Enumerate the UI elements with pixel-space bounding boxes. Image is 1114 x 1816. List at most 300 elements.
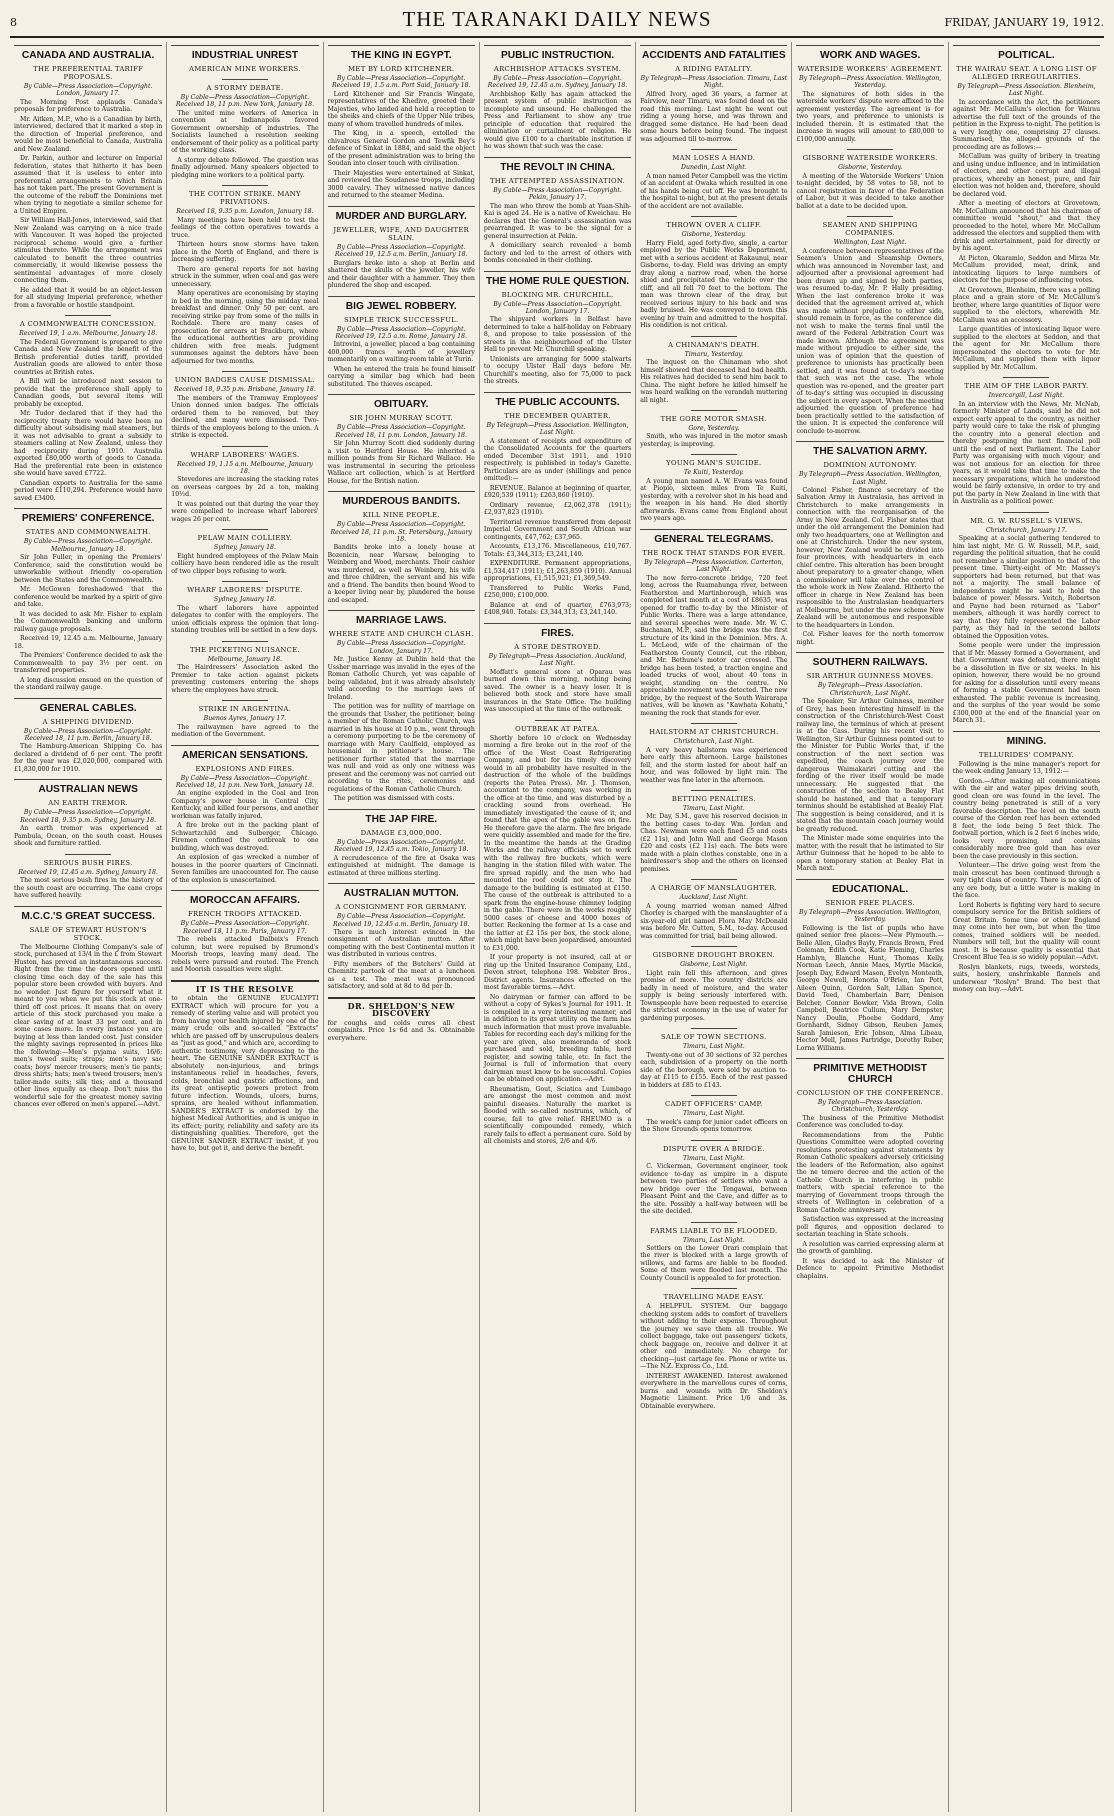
paragraph: After a meeting of electors at Grovetown, Mr. McCallum announced that his chairman of committee would "shout," and that they proceeded to the hotel, where Mr. McCallum addressed the electors and supplied them with drink and entertainment, paid for directly or by his agent. — [952, 200, 1101, 253]
dateline: Wellington, Last Night. — [833, 239, 907, 247]
article — [14, 315, 162, 502]
article-subheading: SEAMEN AND SHIPPING COMPANIES. — [822, 221, 918, 238]
article-subheading: SIMPLE TRICK SUCCESSFUL. — [343, 315, 459, 324]
paragraph: Lord Kitchener and Sir Francis Wingate, representatives of the Khedive, greeted their Majesties, who landed and held a reception to the sheiks and chiefs of the Upper Nile tribes, many of whom travelled hundreds of miles. — [327, 90, 475, 128]
dateline: Timaru, Last Night. — [682, 1154, 745, 1162]
article — [171, 185, 318, 365]
article-subheading: AN EARTH TREMOR. — [48, 799, 129, 808]
article — [328, 206, 475, 290]
paragraph: Burglars broke into a shop at Berlin and shattered the skulls of the jeweller, his wife and their daughter with a hammer. They then plundered the shop and escaped. — [327, 259, 475, 290]
paragraph: Following is the list of pupils who have gained senior free places:—New Plymouth.—Belle Allen, Gladys Bayly, Francis Brown, Fred Coleman, Edith Cook, Katie Fleming, Charles Hamblyn, Blanche Hunt, Thomas Kelly, Norman Leech, Annie Maes, Myrtle Mackie, Joseph Day, Edward Mason, Evelyn Monteath, George Newell, Honoria O'Brien, Ian Pott, Aileen Quinn, Gordon Salt, Lilian Spence, David Teed, Chamberlain Barr, Denison Belcher, Connor Bowker, Vida Brown, Colin Campbell, Beatrice Cullum, Mary Dempster, Nancy Doulin, Phoebe Goddard, Amy Gornhardt, Sidney Gibson, Reuben James, Sarah Jamieson, Eric Jobson, Alma Libeau, Hector Mell, James Partridge, Dorothy Ruber, Lorna Williams. — [796, 924, 944, 1052]
paragraph: The petition was dismissed with costs. — [333, 795, 455, 803]
paragraph: Sir William Hall-Jones, interviewed, said that New Zealand was carrying on a nice trade with Vancouver. It was hoped the projected reciprocal scheme would give a further stimulus thereto. While the arrangement was calculated to benefit the three countries commercially, it would likewise possess the sentimental advantages of more closely connecting them. — [14, 217, 163, 285]
paragraph: The King, in a speech, extolled the chivalrous General Gordon and Tewfik Bey's defence of Sinkat in 1884, and said the object of the present administration was to bring the Soudan into closer touch with civilisation. — [327, 130, 475, 168]
article-subheading: AMERICAN MINE WORKERS. — [189, 65, 301, 73]
article — [640, 454, 787, 522]
article-subheading: BETTING PENALTIES. — [671, 795, 756, 804]
paragraph: The Hairdressers' Association asked the Premier to take action against pickets preventing customers entering the shops where the employees have struck. — [171, 664, 319, 694]
divider-rule — [847, 149, 893, 150]
article-heading: BIG JEWEL ROBBERY. — [328, 296, 475, 312]
paragraph: The rebels attacked Dalbeix's French column, but were repulsed by Brumond's Moorish troops, leaving many dead. The rebels were pursued and routed. The French and Moorish casualties were slight. — [171, 936, 319, 974]
divider-rule — [691, 336, 737, 337]
paragraph: In an interview with the News, Mr. McNab, formerly Minister of Lands, said he did not expect early appeal to the country, as neither party would care to take the risk of plunging the country into a general election and thereby postponing the next financial poll until the end of next Parliament. The Labor Party was organising with much vigour, and was not anxious for an election for three years, as it would take that time to make the necessary preparations, which he understood would be fairly extensive, in order to try and put the party in New Zealand in line with that in Australia as a political power. — [952, 400, 1101, 506]
paragraph: A man named Peter Campbell was the victim of an accident at Owaka which resulted in one of his hands being cut off. He was brought to the hospital to-night, but at the present details of the accident are not available. — [640, 172, 788, 210]
divider-rule — [1003, 512, 1049, 513]
article-subheading: A CHINAMAN'S DEATH. — [668, 340, 760, 349]
paragraph: The Hamburg-American Shipping Co. has declared a dividend of 6 per cent. The profit for the year was £2,020,000, compared with £1,830,000 for 1910. — [14, 743, 163, 773]
paragraph: Ordinary revenue, £2,062,378 (1911); £2,937,823 (1910). — [483, 501, 632, 517]
paragraph: Transferred to Public Works Fund, £250,000; £100,000. — [483, 584, 632, 600]
paragraph: When he entered the train he found himself carrying a similar bag which had been substituted. The thieves escaped. — [327, 365, 475, 388]
paragraph: At Grovetown, Blenheim, there was a polling place and a grain store of Mr. McCallum's brother, where large quantities of liquor were supplied to the electors, wherewith Mr. McCallum was an accessory. — [952, 286, 1101, 324]
dateline: Received 19, 1.15 a.m. Melbourne, January 18. — [176, 460, 313, 476]
article-heading: PREMIERS' CONFERENCE. — [14, 508, 162, 524]
paragraph: A HELPFUL SYSTEM. Our baggage checking system adds to comfort of travellers without adding to their expense. Throughout the journey we save them all trouble. We collect baggage, take out passengers' tickets, check baggage on, receive and deliver it at other end immediately. No charge for checking—just cartage fee. Phone or write us.—The N.Z. Express Co., Ltd. — [640, 1303, 788, 1371]
article-subheading: A COMMONWEALTH CONCESSION. — [19, 320, 157, 329]
divider-rule — [535, 720, 581, 721]
article-subheading: HAILSTORM AT CHRISTCHURCH. — [649, 728, 779, 737]
article — [328, 610, 475, 802]
paragraph: Sir John Fuller, in opening the Premiers' Conference, said the constitution would be unworkable without friendly co-operation between the States and the Commonwealth. — [14, 554, 163, 584]
article-subheading: A STORMY DEBATE. — [206, 84, 284, 92]
article-subheading: SALE OF STEWART HUSTON'S STOCK. — [29, 925, 147, 942]
article — [640, 1288, 787, 1410]
paragraph: Territorial revenue transferred from deposit Imperial Government and South African war contingents, £47,762; £37,965. — [483, 518, 632, 541]
paragraph: Gordon.—After making all communications with the air and water pipes driving south, good clean ore was found in the level. The country being penetrated is still of a very favorable description. The level on the south course of the Gordon reef has been extended 8 feet, the lode being 5 feet thick. The footwall portion, which is 2 feet 6 inches wide, looks very promising, and contains considerably more free gold than has ever been the case previously in this section. — [952, 777, 1101, 860]
paragraph: The wharf laborers have appointed delegates to confer with the employers. The union officials express the opinion that long-standing troubles will be settled in a few days. — [171, 604, 319, 635]
article-heading: EDUCATIONAL. — [796, 879, 943, 895]
article-subheading: THE COTTON STRIKE. MANY PRIVATIONS. — [189, 190, 301, 207]
dateline: By Cable—Press Association—Copyright. Received 18, 11 p.m. New York, January 18. — [175, 774, 315, 789]
article — [640, 410, 787, 448]
paragraph: Mr. Day, S.M., gave his reserved decision in the betting cases to-day. Wm. Jordan and Chas. Newman were each fined £5 and costs (£2 11s), and John Wall and George Mason £20 and costs (£2 11s) each. The bets were made with a plain clothes constable, one in a hairdresser's shop and the others on licensed premises. — [640, 813, 788, 873]
paragraph: REVENUE. Balance at beginning of quarter, £920,539 (1911); £263,860 (1910). — [483, 484, 632, 500]
paragraph: Fifty members of the Butchers' Guild at Chemnitz partook of the meat at a luncheon as a test. The meat was pronounced satisfactory, and sold at 8d to 8d per lb. — [327, 960, 475, 991]
paragraph: A very heavy hailstorm was experienced here early this afternoon. Large hailstones fell, and the storm lasted for about half an hour, and was followed by light rain. The weather was fine later in the afternoon. — [640, 746, 788, 784]
paragraph: The railwaymen have agreed to the mediation of the Government. — [171, 723, 319, 739]
article — [484, 271, 631, 386]
paragraph: A resolution was carried expressing alarm at the growth of gambling. — [796, 1240, 944, 1256]
paragraph: The members of the Tramway Employees' Union donned union badges. The officials ordered them to be removed, but they declined, and many were dismissed. Two-thirds of the employees belong to the union. A strike is expected. — [171, 394, 319, 440]
article-subheading: BLOCKING MR. CHURCHILL. — [501, 290, 614, 299]
article — [640, 1140, 787, 1216]
article-subheading: TRAVELLING MADE EASY. — [663, 1293, 765, 1302]
article-subheading: WHARF LABORERS' DISPUTE. — [187, 586, 303, 595]
paragraph: Mr. Aitken, M.P., who is a Canadian by birth, interviewed, declared that it marked a step in the direction of Imperial preference, and would be most beneficial to Canada, Australia and New Zealand. — [14, 115, 163, 153]
column-5 — [635, 42, 791, 1812]
dateline: By Cable—Press Association—Copyright. Received 19, 12.45 a.m. Sydney, January 18. — [487, 75, 628, 90]
article-heading: THE KING IN EGYPT. — [328, 45, 475, 61]
article-heading: AUSTRALIAN MUTTON. — [328, 883, 475, 899]
dateline: By Telegraph—Press Association. Wellington, Yesterday. — [799, 75, 942, 90]
dateline: By Cable—Press Association—Copyright. Pekin, January 17. — [493, 186, 622, 202]
article-heading: THE HOME RULE QUESTION. — [484, 271, 631, 287]
article — [953, 45, 1100, 371]
article-subheading: OUTBREAK AT PATEA. — [515, 724, 600, 733]
masthead — [10, 6, 1104, 38]
dateline: By Telegraph—Press Association. Christchurch, Last Night. — [817, 682, 923, 697]
dateline: Received 18, 9.35 p.m. Brisbane, January 18. — [174, 386, 316, 394]
article — [171, 45, 318, 73]
paragraph: The Morning Post applauds Canada's proposals for preference to Australia. — [14, 98, 163, 114]
dateline: By Cable—Press Association—Copyright. Received 19, 1.5 a.m. Port Said, January 18. — [331, 75, 471, 90]
column-3 — [323, 42, 479, 1812]
paragraph: A young married woman named Alfred Chorley is charged with the manslaughter of a six-year-old girl named Flora May McDonald was before Mr. Cutten, S.M., to-day. Accused was committed for trial, bail being allowed. — [640, 902, 788, 940]
paragraph: Recommendations from the Public Questions Committee were adopted covering resolutions protesting against statements by Roman Catholic speakers adversely criticising the leaders of the Reformation, also against the ne temere decree and the action of the Catholic Church in interfering in public matters, with special reference to the marrying of Government troops through the streets of Wellington in celebration of a Roman Catholic anniversary. — [796, 1131, 944, 1214]
paragraph: Rheumatism, Gout, Sciatica and Lumbago are amongst the most common and most painful diseases. Naturally the market is flooded with so-called nostrums, which, of course, fail to give relief. RHEUMO is a scientifically compounded remedy, which rarely fails to effect a permanent cure. Sold by all chemists and stores, 2/6 and 4/6. — [483, 1085, 632, 1146]
article-subheading: JEWELLER, WIFE, AND DAUGHTER SLAIN. — [333, 225, 470, 242]
article — [640, 723, 787, 784]
paragraph: Many meetings have been held to test the feelings of the cotton operatives towards a truce. — [171, 216, 319, 239]
article-subheading: WHARF LABORERS' WAGES. — [190, 450, 300, 459]
paragraph: A statement of receipts and expenditure of the Consolidated Accounts for the quarters ended December 31st 1911, and 1910 respectively, is published in today's Gazette. Particulars are as under (shillings and pence omitted):— — [483, 437, 632, 483]
column-4 — [479, 42, 635, 1812]
paragraph: Light rain fell this afternoon, and gives promise of more. The country districts are badly in need of moisture, and the water supply is being seriously interfered with. Townspeople have been requested to exercise the strictest economy in the use of water for gardening purposes. — [640, 969, 788, 1022]
article-subheading: WATERSIDE WORKERS' AGREEMENT. — [797, 65, 943, 73]
paragraph: EXPENDITURE. Permanent appropriations, £1,534,417 (1911); £1,263,859 (1910). Annual appropriations, £1,515,921; £1,369,549. — [483, 560, 632, 583]
paragraph: Large quantities of intoxicating liquor were supplied to the electors at Seddon, and that the agent for Mr. McCallum there impersonated the electors to vote for Mr. McCallum, and supplied them with liquor supplied by Mr. McCallum. — [952, 326, 1101, 371]
article — [171, 641, 318, 694]
article — [796, 441, 943, 646]
article — [14, 45, 162, 309]
article — [796, 1058, 943, 1280]
divider-rule — [691, 1222, 737, 1223]
divider-rule — [691, 1288, 737, 1289]
article — [796, 879, 943, 1052]
dateline: Received 18, 9.35 p.m. London, January 18. — [176, 208, 314, 216]
article-subheading: UNION BADGES CAUSE DISMISSAL. — [174, 376, 316, 385]
article-subheading: GISBORNE WATERSIDE WORKERS. — [802, 154, 938, 163]
article-subheading: CADET OFFICERS' CAMP. — [665, 1100, 763, 1109]
article — [328, 394, 475, 485]
dateline: By Cable—Press Association—Copyright. Received 19, 12.45 a.m. Berlin, January 18. — [332, 913, 470, 928]
article-subheading: PELAW MAIN COLLIERY. — [197, 534, 293, 543]
article — [640, 336, 787, 404]
article-heading: THE JAP FIRE. — [328, 809, 475, 825]
article-heading: THE PUBLIC ACCOUNTS. — [484, 392, 631, 408]
article-heading: GENERAL TELEGRAMS. — [640, 529, 787, 545]
article-subheading: THE PICKETING NUISANCE. — [189, 645, 300, 654]
paragraph: At Picton, Okaramio, Seddon and Mirza Mr. McCallum provided, meat, drink, and intoxicating liquors to large numbers of electors for the purpose of influencing votes. — [952, 254, 1101, 285]
paragraph: Mr. Justice Kenny at Dublin held that the Ussher marriage was invalid in the eyes of the Roman Catholic Church, yet was capable of being validated, but it was already absolutely valid according to the marriage laws of Ireland. — [327, 656, 475, 701]
dateline: By Telegraph—Press Association. Auckland, Last Night. — [488, 652, 627, 668]
article-subheading: STRIKE IN ARGENTINA. — [198, 705, 292, 714]
article-heading: THE REVOLT IN CHINA. — [484, 157, 631, 173]
article — [484, 720, 631, 1146]
paragraph: The Federal Government is prepared to give Canada and New Zealand the benefit of the British preferential duties tariff, provided Australian goods are allowed to enter those countries at British rates. — [14, 338, 163, 376]
advertisement-text: for coughs and colds cures all chest complaints. Price 1s 6d and 3s. Obtainable everywhere. — [327, 1019, 475, 1042]
dateline: Gore, Yesterday. — [688, 425, 740, 433]
paragraph: The Minister made some enquiries into the matter, with the result that he intimated to Sir Arthur Guinness that he hoped to be able to open a temporary station at Bealey Flat in March next. — [796, 835, 944, 873]
paragraph: Balance at end of quarter, £763,973; £408,940. Totals: £3,344,313; £3,241,140. — [483, 601, 632, 617]
paragraph: Accounts, £13,176. Miscellaneous, £10,767. Totals: £3,344,313; £3,241,140. — [483, 543, 632, 558]
advertisement-sander-extract — [171, 980, 318, 1153]
article-subheading: GISBORNE DROUGHT BROKEN. — [652, 951, 775, 960]
paragraph: A recrudescence of the fire at Osaka was extinguished at midnight. The damage is estimated at three millions sterling. — [327, 854, 475, 877]
paragraph: A long discussion ensued on the question of the standard railway gauge. — [14, 676, 163, 692]
article-heading: CANADA AND AUSTRALIA. — [14, 45, 162, 61]
paragraph: Alfred Ivory, aged 36 years, a farmer at Fairview, near Timaru, was found dead on the road this morning. Last night he went out riding a young horse, and was thrown and dragged some distance. He had been dead some hours before being found. The inquest was adjourned till to-morrow. — [640, 90, 788, 143]
dateline: By Telegraph—Press Association. Wellington, Last Night. — [799, 471, 942, 486]
article — [14, 508, 162, 691]
dateline: Christchurch, January 17. — [985, 526, 1068, 534]
dateline: By Cable—Press Association—Copyright. Received 19, 12.5 a.m. Rome, January 18. — [335, 325, 467, 341]
article — [640, 879, 787, 940]
divider-rule — [1003, 377, 1049, 378]
paragraph: There are general reports for not having struck in the summer, when coal and gas were unnecessary. — [171, 265, 319, 288]
paragraph: An explosion of gas wrecked a number of houses in the poorer quarters of Cincinnati. Seven families are unaccounted for. The cause of the explosion is unascertained. — [171, 854, 319, 884]
article-subheading: DISPUTE OVER A BRIDGE. — [662, 1144, 765, 1153]
divider-rule — [691, 410, 737, 411]
article-subheading: THROWN OVER A CLIFF. — [666, 221, 762, 230]
article-heading: SOUTHERN RAILWAYS. — [796, 652, 943, 668]
paragraph: Introvini, a jeweller, placed a bag containing 400,000 francs worth of jewellery momentarily on a waiting-room table at Turin. — [327, 341, 475, 364]
article-subheading: SERIOUS BUSH FIRES. — [43, 858, 133, 867]
paragraph: The petition was for nullity of marriage on the grounds that Ussher, the petitioner, being a member of the Roman Catholic Church, was married in his house at 10 p.m., went through a ceremony purporting to be the ceremony of marriage with Mary Caulfield, employed as housemaid in petitioner's house. The petitioner further stated that the marriage was null and void as only one witness was present and the ceremony was not carried out according to the rites, ceremonies and regulations of the Roman Catholic Church. — [327, 703, 475, 793]
article — [640, 216, 787, 329]
article-subheading: THE PREFERENTIAL TARIFF PROPOSALS. — [33, 65, 144, 81]
article-heading: AUSTRALIAN NEWS — [14, 779, 162, 795]
article-heading: WORK AND WAGES. — [796, 45, 943, 61]
article — [953, 377, 1100, 505]
article-subheading: THE GORE MOTOR SMASH. — [660, 415, 767, 424]
paragraph: Eight hundred employees of the Pelaw Main colliery have been rendered idle as the result of two clipper boys refusing to work. — [171, 552, 319, 575]
article — [796, 45, 943, 143]
dateline: By Cable—Press Association—Copyright. London, January 17. — [493, 300, 622, 316]
paragraph: Dr. Parkin, author and lecturer on Imperial federation, states that hitherto it has been assumed that it is useless to enter into preferential arrangements to which Britain has not taken part. The present Government is the outcome of the rebuff the Dominions met when trying to negotiate a similar scheme for a United Empire. — [14, 155, 163, 215]
divider-rule — [691, 149, 737, 150]
divider-rule — [691, 723, 737, 724]
paragraph: A domiciliary search revealed a bomb factory and led to the arrest of others with bombs concealed in their clothing. — [483, 242, 632, 265]
divider-rule — [691, 1028, 737, 1029]
paragraph: Received 19, 12.45 a.m. Melbourne, January 18. — [14, 635, 163, 650]
paragraph: Colonel Fisher, finance secretary of the Salvation Army in Australasia, has arrived in Christchurch to make arrangements in connection with the reorganisation of the Army in New Zealand. Col. Fisher states that under the old arrangement the Dominion had only two headquarters, one at Wellington and one at Christchurch. Under the new system, however, New Zealand would be divided into four provinces, with headquarters in each chief centre. This alteration has been brought about preparatory to a greater change, when a commissioner will take over the control of the whole work in New Zealand. Hitherto the officer in charge in New Zealand has been responsible to the Australasian headquarters at Melbourne, but under the new scheme New Zealand will be autonomous and responsible to the headquarters in London. — [796, 486, 944, 629]
paragraph: The shipyard workers in Belfast have determined to take a half-holiday on February 8, and propose to take possession of the streets in the neighbourhood of the Ulster Hall to prevent Mr. Churchill speaking. — [483, 316, 632, 354]
article — [640, 45, 787, 143]
paragraph: Satisfaction was expressed at the increasing poll figures, and opposition declared to sectarian teaching in State schools. — [796, 1216, 944, 1239]
article-subheading: THE WAIRAU SEAT. A LONG LIST OF ALLEGED IRREGULARITIES. — [956, 65, 1097, 81]
divider-rule — [691, 946, 737, 947]
paragraph: It was pointed out that during the year they were compelled to increase wharf laborers' wages 26 per cent. — [171, 500, 319, 523]
article-subheading: CONCLUSION OF THE CONFERENCE. — [796, 1089, 944, 1098]
article — [640, 946, 787, 1022]
paragraph: A young man named A. W. Evans was found at Piopio, sixteen miles from Te Kuiti, yesterday, with a revolver shot in his head and the weapon in his hand. He died shortly afterwards. Evans came from England about two years ago. — [640, 477, 788, 523]
article-heading: M.C.C.'S GREAT SUCCESS. — [14, 906, 162, 922]
article-subheading: SIR ARTHUR GUINNESS MOVES. — [806, 672, 934, 681]
paragraph: The new ferro-concrete bridge, 720 feet long, across the Ruamahunga river, between Featherston and Martinborough, which was completed last month at a cost of £8635, was opened for traffic to-day by the Minister of Public Works. There was a large attendance, and several speeches were made. Mr. W. C. Buchanan, M.P., said the bridge was the first structure of its kind in the Dominion. Mrs. A. L. McLeod, wife of the chairman of the Featherston County Council, cut the ribbon, and Mr. Bethune's motor car crossed. The bridge has been tested, a traction engine and loaded trucks of wool, about 40 tons in weight, standing on the centre. No appreciable movement was detected. The new bridge, by the request of the South Wairarapa natives, will be known as "Kawhata Kohatu," meaning the rock that stands for ever. — [640, 574, 788, 717]
article-heading: PUBLIC INSTRUCTION. — [484, 45, 631, 61]
dateline: By Telegraph—Press Association. Christchurch, Yesterday. — [817, 1099, 923, 1114]
article-subheading: TELLURIDES' COMPANY. — [978, 750, 1074, 759]
article-subheading: A SHIPPING DIVIDEND. — [42, 717, 134, 726]
article — [484, 45, 631, 151]
divider-rule — [691, 216, 737, 217]
dateline: By Telegraph—Press Association. Carterton, Last Night. — [644, 558, 784, 574]
paragraph: C. Vickerman, Government engineer, took evidence to-day as umpire in a dispute between two parties of settlers who want a new bridge over the Tengawai, between Pleasant Point and the Cave, and differ as to the site. Possibly a half-way between will be the site decided. — [640, 1163, 788, 1215]
paragraph: The Melbourne Clothing Company's sale of stock, purchased at 13/4 in the £ from Stewart Huston, has proved an instantaneous success. Right from the time the doors opened until closing time each day of the sale has this popular store been crowded with buyers. And no wonder. Just figure for yourself what it meant to you when we put this stock at one-third off cost prices. It means that on every article of this stock purchased you make a clear saving of at least 33 per cent. and in some cases more. In every instance you are buying at less than landed cost. Just consider the mighty savings represented in prices like the following:—Men's pyjama suits, 16/6; men's tweed suits; straps; men's navy sac coats; boys' mercer trousers; men's tie pants; dress shirts; hats; men's tweed trousers; men's tailor-made suits; silk ties; and a thousand other lines equally as cheap. Don't miss the wonderful sale for the greatest money saving chances ever offered on men's apparel.—Advt. — [14, 943, 163, 1109]
article-subheading: WHERE STATE AND CHURCH CLASH. — [328, 630, 474, 639]
dateline: Gisborne, Yesterday. — [681, 231, 746, 239]
paragraph: Their Majesties were entertained at Sinkat, and reviewed the Soudanese troops, including 3000 cavalry. They witnessed native dances and returned to the steamer Medina. — [327, 169, 475, 200]
paragraph: Stevedores are increasing the stacking rates on overseas cargoes by 2d a ton, making 10½d. — [171, 476, 319, 499]
dateline: By Telegraph—Press Association. Wellington, Yesterday. — [799, 908, 942, 924]
newspaper-title: THE TARANAKI DAILY NEWS — [402, 7, 712, 31]
article — [171, 79, 318, 179]
divider-rule — [65, 854, 111, 855]
divider-rule — [222, 371, 268, 372]
article-subheading: THE ATTEMPTED ASSASSINATION. — [489, 176, 626, 185]
article-subheading: DOMINION AUTONOMY. — [823, 461, 917, 470]
article — [171, 581, 318, 634]
dateline: By Cable—Press Association—Copyright. Received 18, 11 p.m. Berlin, January 18. — [23, 727, 153, 742]
article — [484, 157, 631, 265]
article-subheading: EXPLOSIONS AND FIRES. — [195, 764, 295, 773]
divider-rule — [691, 454, 737, 455]
article-heading: INDUSTRIAL UNREST — [171, 45, 318, 61]
dateline: Invercargill, Last Night. — [988, 392, 1065, 400]
paragraph: Mr. McGowen foreshadowed that the conference would be marked by a spirit of give and take. — [14, 586, 163, 609]
dateline: Timaru, Last Night. — [682, 805, 745, 813]
divider-rule — [222, 641, 268, 642]
dateline: Received 19, 12.45 a.m. Sydney, January 18. — [18, 868, 158, 876]
paragraph: The most serious bush fires in the history of the south coast are occurring. The cane crops have suffered heavily. — [14, 877, 163, 900]
article — [328, 883, 475, 991]
dateline: By Telegraph—Press Association. Wellington, Last Night. — [486, 421, 629, 437]
dateline: By Telegraph—Press Association. Blenheim, Last Night. — [957, 83, 1096, 98]
dateline: Timaru, Last Night. — [682, 1236, 745, 1244]
paragraph: A meeting of the Waterside Workers' Union to-night decided, by 58 votes to 58, not to cancel registration in favor of the Federation of Labor, but it was decided to take another ballot at a date to be decided upon. — [796, 172, 944, 210]
paragraph: A Bill will be introduced next session to provide that the preference shall apply to Canadian goods, but several items will probably be excepted. — [14, 378, 163, 408]
paragraph: If your property is not insured, call at or ring up the United Insurance Company, Ltd., Devon street, telephone 198. Webster Bros., District agents. Insurances effected on the most favorable terms.—Advt. — [483, 954, 632, 992]
article — [171, 890, 318, 973]
article-subheading: MET BY LORD KITCHENER. — [348, 65, 455, 73]
paragraph: The Speaker, Sir Arthur Guinness, member of Grey, has been interesting himself in the construction of the Christchurch-West Coast railway line, the terminus of which at present is at the Cass. During his recent visit to Wellington, Sir Arthur Guinness pointed out to the Minister for Public Works that, if the construction of the next section was expedited, the coach journey over the dangerous Waimakariri cutting and the fording of the river itself would be made unnecessary. He suggested that the construction of the section to Bealey Flat should be hastened, and that a temporary terminus should be established at Bealey Flat. The suggestion is being considered, and it is stated that the mountain coach journey would be greatly reduced. — [796, 698, 944, 833]
paragraph: There is much interest evinced in the consignment of Australian mutton. After competing with the best Continental mutton it was distributed in various centres. — [327, 928, 475, 959]
article-subheading: SENIOR FREE PLACES. — [825, 898, 915, 907]
divider-rule — [691, 790, 737, 791]
article-subheading: FARMS LIABLE TO BE FLOODED. — [650, 1226, 778, 1235]
dateline: By Cable—Press Association—Copyright. Melbourne, January 18. — [23, 538, 153, 553]
article-heading: MOROCCAN AFFAIRS. — [171, 890, 318, 906]
dateline: Timaru, Last Night. — [682, 1110, 745, 1118]
paragraph: An engine exploded in the Coal and Iron Company's power house in Central City, Kentucky, and killed four persons, and another workman was fatally injured. — [171, 790, 319, 820]
article — [171, 446, 318, 524]
dateline: Gisborne, Last Night. — [680, 961, 748, 969]
dateline: By Cable—Press Association—Copyright. Received 19, 12.5 a.m. Berlin, January 18. — [334, 243, 468, 259]
advertisement-headline: DR. SHELDON'S NEW DISCOVERY — [347, 1000, 455, 1019]
article — [640, 149, 787, 210]
article — [328, 45, 475, 200]
article — [171, 371, 318, 439]
article — [171, 529, 318, 575]
dateline: By Cable—Press Association—Copyright. Received 19, 12.45 a.m. Tokio, January 18. — [334, 838, 469, 854]
article-subheading: A CONSIGNMENT FOR GERMANY. — [335, 903, 467, 912]
dateline: Timaru, Last Night. — [682, 1043, 745, 1051]
column-1 — [10, 42, 166, 1812]
article-subheading: THE ROCK THAT STANDS FOR EVER. — [642, 548, 786, 557]
dateline: By Cable—Press Association—Copyright. Received 18, 11 p.m. London, January 18. — [335, 424, 467, 439]
dateline: By Cable—Press Association—Copyright. London, January 17. — [336, 640, 466, 655]
advertisement-sheldon — [328, 997, 475, 1043]
article-subheading: DAMAGE £3,000,000. — [360, 828, 442, 837]
paragraph: Twenty-one out of 30 sections of 32 perches each, subdivision of a property on the north side of the borough, were sold by auction to-day at £115 to £155. Each of the rest passed in bidders at £85 to £143. — [640, 1051, 788, 1089]
article — [171, 700, 318, 738]
dateline: By Cable—Press Association—Copyright. London, January 17. — [23, 83, 153, 98]
article-heading: THE SALVATION ARMY. — [796, 441, 943, 457]
paragraph: Archbishop Kelly has again attacked the present system of public instruction as incomplete and unsound. He challenged the Press and Parliament to show any true principle of education that required the elimination or curtailment of religion. He would give £100 to a charitable institution if he was shown that such was the case. — [483, 90, 632, 151]
article-subheading: MR. G. W. RUSSELL'S VIEWS. — [970, 516, 1083, 525]
article-subheading: THE DECEMBER QUARTER. — [504, 411, 611, 420]
article-subheading: THE AIM OF THE LABOR PARTY. — [964, 382, 1089, 391]
article — [14, 698, 162, 774]
dateline: Melbourne, January 18. — [207, 655, 283, 663]
article-subheading: MAN LOSES A HAND. — [672, 154, 756, 163]
article-heading: PRIMITIVE METHODIST CHURCH — [796, 1058, 943, 1085]
paragraph: INTEREST AWAKENED. Interest awakened everywhere in the marvellous cures of corns, burns and wounds with Dr. Sheldon's Magnetic Liniment. Price 1/6 and 3s. Obtainable everywhere. — [640, 1372, 788, 1410]
paragraph: Smith, who was injured in the motor smash yesterday, is improving. — [640, 433, 788, 448]
article — [328, 809, 475, 877]
issue-date: FRIDAY, JANUARY 19, 1912. — [944, 16, 1104, 29]
paragraph: The man who threw the bomb at Yuan-Shih-Kai is aged 24. He is a native of Kweichau. He declares that the General's assassination was prearranged. It was to be the signal for a general insurrection at Pekin. — [483, 202, 632, 240]
article-heading: AMERICAN SENSATIONS. — [171, 745, 318, 761]
paragraph: Thirteen hours snow storms have taken place in the North of England, and there is increasing suffering. — [171, 241, 319, 264]
article — [14, 854, 162, 900]
dateline: Dunedin, Last Night. — [681, 164, 747, 172]
dateline: Buenos Ayres, January 17. — [203, 715, 287, 723]
paragraph: Following is the mine manager's report for the week ending January 13, 1912:— — [952, 760, 1101, 776]
article-subheading: A RIDING FATALITY. — [675, 65, 753, 73]
paragraph: Roslyn blankets, rugs, tweeds, worsteds, suits, hosiery, unshrinkable flannels and underwear "Roslyn" Brand. The best that money can buy.—Advt. — [952, 963, 1101, 994]
dateline: Received 19, 1 a.m. Melbourne, January 18. — [19, 330, 158, 338]
article — [484, 392, 631, 617]
article — [796, 652, 943, 872]
divider-rule — [847, 216, 893, 217]
article — [953, 512, 1100, 725]
article — [796, 149, 943, 210]
article-subheading: SIR JOHN MURRAY SCOTT. — [349, 414, 454, 423]
paragraph: The inquest on the Chinaman who shot himself showed that deceased had bad health. His relatives had decided to send him back to China. The night before he killed himself he was heard walking on the verandah muttering all night. — [640, 359, 788, 404]
article — [796, 216, 943, 435]
divider-rule — [222, 581, 268, 582]
column-6 — [791, 42, 947, 1812]
paragraph: No dairyman or farmer can afford to be without a copy of Sykes's Journal for 1911. It is compiled in a very interesting manner, and in addition to its great utility on the farm has much information that must prove invaluable. Tables for recording each day's milking for the year are given, also memoranda of stock purchased and sold, breeding table, herd register, and sowing table, etc. In fact the Journal is full of information that every dairyman must know to be successful. Copies can be obtained on application.—Advt. — [483, 993, 632, 1084]
paragraph: A fire broke out in the packing plant of Schwartzchild and Sulberger, Chicago. Firemen confined the outbreak to one building, which was destroyed. — [171, 822, 319, 852]
article — [171, 745, 318, 885]
paragraph: Bandits broke into a lonely house at Bozenicin, near Warsaw, belonging to Weinberg and Wood, merchants. Their cashier was murdered, as well as Weinberg, his wife and three children, the servant and his wife and a friend. The bandits then bound Wood to a keeper living near by, plundered the house and escaped. — [327, 544, 475, 604]
article-heading: ACCIDENTS AND FATALITIES — [640, 45, 787, 61]
advertisement-headline: IT IS THE RESOLVE — [195, 983, 295, 994]
paragraph: Col. Fisher leaves for the north tomorrow night. — [796, 631, 944, 646]
article — [640, 529, 787, 717]
paragraph: He added that it would be an object-lesson for all studying Imperial preference, whether from a favorable or hostile standpoint. — [14, 286, 163, 309]
column-7 — [948, 42, 1104, 1812]
divider-rule — [222, 529, 268, 530]
dateline: By Cable—Press Association—Copyright. Received 18, 11 p.m. New York, January 18. — [175, 94, 315, 109]
article — [953, 731, 1100, 994]
article — [640, 790, 787, 873]
columns — [10, 42, 1104, 1812]
paragraph: In accordance with the Act, the petitioners against Mr. McCallum's election for Wairau advertise the full text of the grounds of the petition in the Express to-night. The petition is a very lengthy one, comprising 27 clauses. Summarised, the alleged grounds of the proceeding are as follows:— — [952, 98, 1101, 151]
article-subheading: KILL NINE PEOPLE. — [362, 511, 440, 520]
paragraph: Harry Field, aged forty-five, single, a carter employed by the Public Works Department, met with a serious accident at Rakaunui, near Gisborne, to-day. Field was driving an empty dray along a narrow road, when the horse shied and precipitated the vehicle over the cliff, and all fell 70 feet to the bottom. The man was thrown clear of the dray, but received serious injury to his back and was badly bruised. He was conveyed to town this evening by train and admitted to the hospital. His condition is not critical. — [640, 239, 788, 330]
article — [328, 296, 475, 389]
paragraph: Settlers on the Lower Orari complain that the river is blocked with a large growth of willows, and farms are liable to be flooded. Some of them were flooded last month. The County Council is appealed to for protection. — [640, 1244, 788, 1282]
paragraph: Canadian exports to Australia for the same period were £110,294. Preference would have saved £3400. — [14, 479, 163, 502]
article — [640, 1222, 787, 1283]
paragraph: Mr. Tudor declared that if they had the reciprocity treaty there would have been no difficulty about subsidising mail steamers, but it was not advisable to grant a subsidy to steamers calling at New Zealand, unless they had reciprocity during 1910. Australia exported £80,000 worth of goods to Canada. Had the preferential rate been in existence she would have saved £7722. — [14, 410, 163, 478]
dateline: By Telegraph—Press Association. Timaru, Last Night. — [640, 75, 788, 90]
dateline: Gisborne, Yesterday. — [838, 164, 903, 172]
